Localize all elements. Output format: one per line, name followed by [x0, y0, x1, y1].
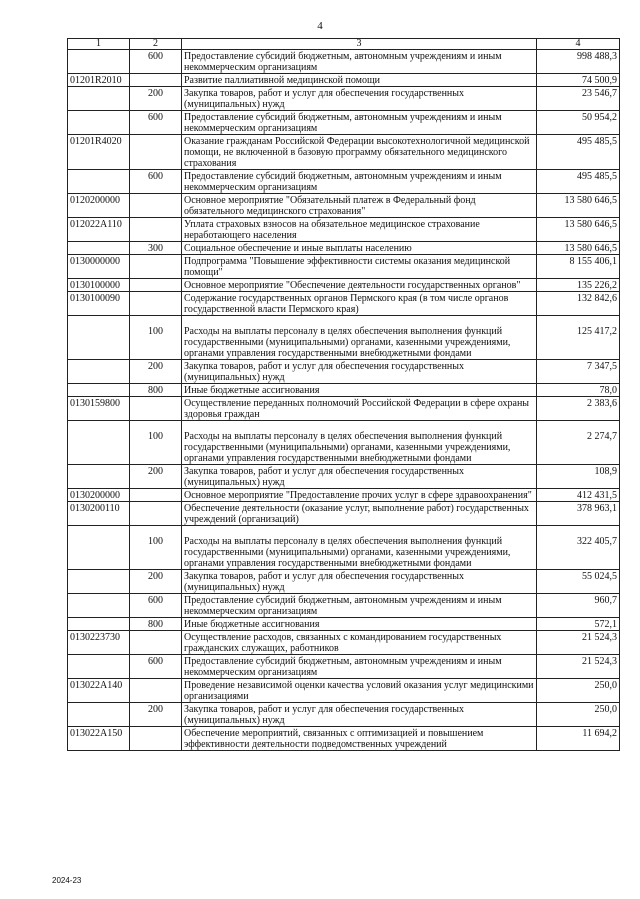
table-row — [68, 316, 620, 360]
row-code — [68, 87, 130, 111]
table-row — [68, 594, 620, 618]
row-type: 100 — [130, 421, 182, 465]
table-row — [68, 502, 620, 526]
row-sum: 11 694,2 — [537, 727, 620, 751]
row-sum: 21 524,3 — [537, 655, 620, 679]
column-header-name: 3 — [182, 39, 537, 50]
table-row — [68, 526, 620, 570]
budget-table — [67, 38, 620, 751]
footer-code: 2024-23 — [52, 876, 82, 885]
row-name: Закупка товаров, работ и услуг для обеспечения государственных (муниципальных) нужд — [182, 360, 537, 384]
row-code — [68, 655, 130, 679]
table-row — [68, 194, 620, 218]
row-sum: 378 963,1 — [537, 502, 620, 526]
row-type: 600 — [130, 170, 182, 194]
row-sum: 495 485,5 — [537, 170, 620, 194]
row-type: 200 — [130, 360, 182, 384]
row-code: 0130200000 — [68, 489, 130, 502]
row-name: Предоставление субсидий бюджетным, автономным учреждениям и иным некоммерческим организациям — [182, 170, 537, 194]
row-code — [68, 570, 130, 594]
row-code: 0130100090 — [68, 292, 130, 316]
row-name: Иные бюджетные ассигнования — [182, 618, 537, 631]
row-sum: 13 580 646,5 — [537, 194, 620, 218]
row-sum: 322 405,7 — [537, 526, 620, 570]
row-code: 0130200110 — [68, 502, 130, 526]
row-name: Основное мероприятие "Обязательный платеж в Федеральный фонд обязательного медицинского страхования" — [182, 194, 537, 218]
row-code — [68, 111, 130, 135]
table-row — [68, 50, 620, 74]
row-type — [130, 489, 182, 502]
row-type — [130, 679, 182, 703]
row-code — [68, 465, 130, 489]
row-type: 600 — [130, 594, 182, 618]
header-row — [68, 39, 620, 50]
row-sum: 108,9 — [537, 465, 620, 489]
row-name: Проведение независимой оценки качества условий оказания услуг медицинскими организациями — [182, 679, 537, 703]
row-name: Предоставление субсидий бюджетным, автономным учреждениям и иным некоммерческим организациям — [182, 594, 537, 618]
row-name: Уплата страховых взносов на обязательное медицинское страхование неработающего населения — [182, 218, 537, 242]
row-sum: 572,1 — [537, 618, 620, 631]
row-name: Осуществление расходов, связанных с командированием государственных гражданских служащих, работников — [182, 631, 537, 655]
row-name: Осуществление переданных полномочий Российской Федерации в сфере охраны здоровья граждан — [182, 397, 537, 421]
row-type: 100 — [130, 316, 182, 360]
row-name: Социальное обеспечение и иные выплаты населению — [182, 242, 537, 255]
row-type — [130, 397, 182, 421]
column-header-type: 2 — [130, 39, 182, 50]
row-name: Обеспечение деятельности (оказание услуг, выполнение работ) государственных учреждений (организаций) — [182, 502, 537, 526]
row-name: Предоставление субсидий бюджетным, автономным учреждениям и иным некоммерческим организациям — [182, 50, 537, 74]
row-type: 800 — [130, 618, 182, 631]
row-code: 0120200000 — [68, 194, 130, 218]
row-type: 600 — [130, 111, 182, 135]
table-row — [68, 727, 620, 751]
row-name: Закупка товаров, работ и услуг для обеспечения государственных (муниципальных) нужд — [182, 570, 537, 594]
column-header-code: 1 — [68, 39, 130, 50]
table-row — [68, 679, 620, 703]
table-row — [68, 360, 620, 384]
row-name: Основное мероприятие "Обеспечение деятельности государственных органов" — [182, 279, 537, 292]
table-row — [68, 631, 620, 655]
row-type: 200 — [130, 570, 182, 594]
row-name: Закупка товаров, работ и услуг для обеспечения государственных (муниципальных) нужд — [182, 703, 537, 727]
row-type — [130, 135, 182, 170]
row-code: 0130159800 — [68, 397, 130, 421]
table-row — [68, 218, 620, 242]
row-name: Иные бюджетные ассигнования — [182, 384, 537, 397]
row-type — [130, 74, 182, 87]
table-row — [68, 170, 620, 194]
row-sum: 7 347,5 — [537, 360, 620, 384]
row-type — [130, 502, 182, 526]
row-name: Оказание гражданам Российской Федерации высокотехнологичной медицинской помощи, не включенной в базовую программу обязательного медицинского страхования — [182, 135, 537, 170]
row-sum: 132 842,6 — [537, 292, 620, 316]
table-row — [68, 135, 620, 170]
row-sum: 2 383,6 — [537, 397, 620, 421]
row-name: Содержание государственных органов Пермского края (в том числе органов государственной власти Пермского края) — [182, 292, 537, 316]
row-type — [130, 218, 182, 242]
row-code — [68, 360, 130, 384]
row-code: 013022А150 — [68, 727, 130, 751]
table-row — [68, 74, 620, 87]
row-type: 200 — [130, 87, 182, 111]
row-code — [68, 242, 130, 255]
table-row — [68, 397, 620, 421]
table-row — [68, 465, 620, 489]
row-code — [68, 316, 130, 360]
row-sum: 135 226,2 — [537, 279, 620, 292]
row-sum: 50 954,2 — [537, 111, 620, 135]
row-type — [130, 631, 182, 655]
row-type: 200 — [130, 703, 182, 727]
row-code: 0130000000 — [68, 255, 130, 279]
row-name: Развитие паллиативной медицинской помощи — [182, 74, 537, 87]
row-sum: 21 524,3 — [537, 631, 620, 655]
table-row — [68, 384, 620, 397]
row-name: Подпрограмма "Повышение эффективности системы оказания медицинской помощи" — [182, 255, 537, 279]
row-code: 013022А140 — [68, 679, 130, 703]
row-code: 01201R2010 — [68, 74, 130, 87]
row-type: 800 — [130, 384, 182, 397]
row-type — [130, 279, 182, 292]
row-sum: 250,0 — [537, 703, 620, 727]
table-row — [68, 570, 620, 594]
row-code — [68, 618, 130, 631]
row-name: Закупка товаров, работ и услуг для обеспечения государственных (муниципальных) нужд — [182, 87, 537, 111]
column-header-sum: 4 — [537, 39, 620, 50]
row-sum: 495 485,5 — [537, 135, 620, 170]
row-code: 01201R4020 — [68, 135, 130, 170]
row-sum: 55 024,5 — [537, 570, 620, 594]
row-name: Закупка товаров, работ и услуг для обеспечения государственных (муниципальных) нужд — [182, 465, 537, 489]
row-name: Расходы на выплаты персоналу в целях обеспечения выполнения функций государственными (муниципальными) органами, казенными учреждениями, органами управления государственными внебюджетными фондами — [182, 526, 537, 570]
table-body — [68, 50, 620, 751]
table-row — [68, 421, 620, 465]
row-type — [130, 292, 182, 316]
row-name: Обеспечение мероприятий, связанных с оптимизацией и повышением эффективности деятельности подведомственных учреждений — [182, 727, 537, 751]
row-code: 012022А110 — [68, 218, 130, 242]
row-type — [130, 255, 182, 279]
row-code — [68, 384, 130, 397]
row-code — [68, 50, 130, 74]
row-type: 600 — [130, 50, 182, 74]
row-name: Предоставление субсидий бюджетным, автономным учреждениям и иным некоммерческим организациям — [182, 655, 537, 679]
row-type: 600 — [130, 655, 182, 679]
row-sum: 13 580 646,5 — [537, 242, 620, 255]
row-sum: 998 488,3 — [537, 50, 620, 74]
table-row — [68, 655, 620, 679]
row-sum: 8 155 406,1 — [537, 255, 620, 279]
row-type: 300 — [130, 242, 182, 255]
table-row — [68, 292, 620, 316]
table-row — [68, 489, 620, 502]
row-sum: 13 580 646,5 — [537, 218, 620, 242]
row-type — [130, 194, 182, 218]
table-row — [68, 111, 620, 135]
row-sum: 412 431,5 — [537, 489, 620, 502]
row-sum: 2 274,7 — [537, 421, 620, 465]
row-type — [130, 727, 182, 751]
row-name: Расходы на выплаты персоналу в целях обеспечения выполнения функций государственными (муниципальными) органами, казенными учреждениями, органами управления государственными внебюджетными фондами — [182, 421, 537, 465]
row-code — [68, 594, 130, 618]
page-number: 4 — [317, 20, 323, 32]
table-row — [68, 255, 620, 279]
row-code — [68, 526, 130, 570]
row-code: 0130223730 — [68, 631, 130, 655]
row-type: 200 — [130, 465, 182, 489]
row-sum: 250,0 — [537, 679, 620, 703]
row-code — [68, 421, 130, 465]
row-code — [68, 170, 130, 194]
table-row — [68, 703, 620, 727]
row-name: Расходы на выплаты персоналу в целях обеспечения выполнения функций государственными (муниципальными) органами, казенными учреждениями, органами управления государственными внебюджетными фондами — [182, 316, 537, 360]
row-type: 100 — [130, 526, 182, 570]
table-row — [68, 618, 620, 631]
row-name: Предоставление субсидий бюджетным, автономным учреждениям и иным некоммерческим организациям — [182, 111, 537, 135]
row-sum: 960,7 — [537, 594, 620, 618]
table-row — [68, 279, 620, 292]
row-sum: 125 417,2 — [537, 316, 620, 360]
row-code — [68, 703, 130, 727]
row-sum: 74 500,9 — [537, 74, 620, 87]
row-sum: 78,0 — [537, 384, 620, 397]
table-row — [68, 242, 620, 255]
row-code: 0130100000 — [68, 279, 130, 292]
row-sum: 23 546,7 — [537, 87, 620, 111]
row-name: Основное мероприятие "Предоставление прочих услуг в сфере здравоохранения" — [182, 489, 537, 502]
table-row — [68, 87, 620, 111]
